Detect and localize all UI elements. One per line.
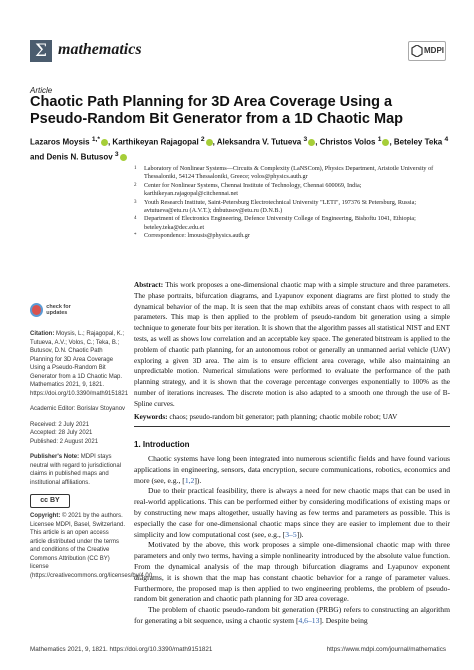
orcid-icon[interactable]: [101, 139, 108, 146]
orcid-icon[interactable]: [382, 139, 389, 146]
abstract-text: This work proposes a one-dimensional chaotic map with a simple structure and three parameters. The phase portraits, bifurcation diagrams, and Lyapunov exponent diagrams are first plotted to study the dynamical behavior of the map. It is seen that the map exhibits areas of constant chaos with respect to all parameters. This map is then applied to the problem of pseudo-random bit generation using a simple technique to generate four bits per iteration. It is shown that the algorithm passes all statistical NIST and ENT tests, as well as shows low correlation and an acceptable key space. The generated bitstream is applied to the problem of chaotic path planning, for an autonomous robot or generally an unmanned aerial vehicle (UAV) exploring a given 3D area. The aim is to ensure efficient area coverage, while also maintaining an unpredictable motion. Numerical simulations were performed to evaluate the performance of the path planning strategy, and it is shown that the coverage percentage converges exponentially to 100% as the number of iterations increases. The discrete motion is also adapted to a smooth one through the use of B-Spline curves.: [134, 281, 450, 408]
affiliation-text: Department of Electronics Engineering, Defence University College of Engineering, Bishoftu 1041, Ethiopia; beteley.teka@dec.edu.et: [144, 215, 416, 231]
section-heading-introduction: 1. Introduction: [134, 440, 190, 449]
author-sup: 4: [444, 136, 449, 143]
affiliation-text: Youth Research Institute, Saint-Petersburg Electrotechnical University "LETI", 197376 St Petersburg, Russia; avtutueva@etu.ru (A.V.T.); dnbutusov@etu.ru (D.N.B.): [144, 198, 417, 215]
author-name[interactable]: Aleksandra V. Tutueva: [216, 137, 302, 147]
author-name[interactable]: Christos Volos: [319, 137, 376, 147]
cc-by-license-icon[interactable]: cc BY: [30, 494, 70, 508]
author-sup: 3: [303, 136, 308, 143]
affiliation-item: [134, 232, 450, 240]
author-sup: 1,*: [91, 136, 100, 143]
citation-link[interactable]: 3–5: [285, 529, 297, 539]
affiliation-number: 2: [134, 182, 137, 188]
citation-link[interactable]: 1,2: [184, 475, 195, 485]
author-name[interactable]: Denis N. Butusov: [46, 152, 113, 162]
affiliation-number: 3: [134, 199, 137, 205]
citation-label: Citation:: [30, 331, 55, 337]
article-type: Article: [30, 86, 53, 95]
publisher-note-label: Publisher's Note:: [30, 454, 80, 460]
author-name[interactable]: Karthikeyan Rajagopal: [112, 137, 199, 147]
affiliation-number: *: [134, 233, 137, 239]
published-date: Published: 2 August 2021: [30, 438, 99, 445]
keywords: [134, 412, 450, 422]
keywords-text: chaos; pseudo-random bit generator; path planning; chaotic mobile robot; UAV: [169, 413, 398, 421]
introduction-body: [134, 454, 450, 627]
abstract-label: Abstract:: [134, 281, 164, 289]
footer-citation[interactable]: Mathematics 2021, 9, 1821. https://doi.org/10.3390/math9151821: [30, 646, 213, 653]
citation-text: Moysis, L.; Rajagopal, K.; Tutueva, A.V.; Volos, C.; Teka, B.; Butusov, D.N. Chaotic Path Planning for 3D Area Coverage Using a Pseudo-Random Bit Generator from a 1D Chaotic Map. Mathematics 2021, 9, 1821. https://doi.org/10.3390/math9151821: [30, 331, 129, 397]
affiliation-number: 4: [134, 216, 137, 222]
accepted-date: Accepted: 28 July 2021: [30, 430, 93, 436]
paragraph: Motivated by the above, this work proposes a simple one-dimensional chaotic map with three parameters and only two terms, having a simple nonlinearity introduced by the absolute value function. From the dynamical analysis of the map through bifurcation diagrams and Lyapunov exponent diagrams, it is shown that the map has constant chaotic behavior for a range of parameter values. Furthermore, the proposed map is then applied to two engineering problems, the problem of pseudo-random bit generation and chaotic path planning for 3D area coverage.: [134, 540, 450, 604]
abstract: [134, 280, 450, 410]
orcid-icon[interactable]: [206, 139, 213, 146]
publisher-note: [30, 453, 126, 487]
affiliation-text: Center for Nonlinear Systems, Chennai Institute of Technology, Chennai 600069, India; karthikeyan.rajagopal@citchennai.net: [144, 181, 362, 198]
affiliations: [134, 165, 450, 241]
affiliation-item: [134, 215, 450, 232]
copyright-text: © 2021 by the authors. Licensee MDPI, Basel, Switzerland. This article is an open access article distributed under the terms and conditions of the Creative Commons Attribution (CC BY) license (https://creativecommons.org/licenses/by/4.0/).: [30, 513, 155, 579]
paragraph: The problem of chaotic pseudo-random bit generation (PRBG) refers to constructing an algorithm for generating a bit sequence, using a chaotic system [4,6–13]. Despite being: [134, 605, 450, 625]
copyright-label: Copyright:: [30, 513, 61, 519]
check-for-updates-button[interactable]: [30, 300, 90, 320]
author-name[interactable]: Beteley Teka: [393, 137, 443, 147]
academic-editor: Academic Editor: Borislav Stoyanov: [30, 406, 126, 412]
copyright-block: [30, 512, 155, 580]
affiliation-item: [134, 199, 450, 216]
journal-name: mathematics: [58, 41, 142, 58]
journal-logo: Σ: [30, 40, 52, 62]
paragraph: Due to their practical feasibility, there is always a need for new chaotic maps that can be used in real-world applications. This can be performed either by considering modifications of existing maps or by constructing new maps altogether, usually having as few terms and parameters as possible. This is especially the case for one-dimensional chaotic maps since they are easier to implement due to their simplicity and low computational cost (see, e.g., [3–5]).: [134, 486, 450, 539]
publisher-note-text: MDPI stays neutral with regard to jurisdictional claims in published maps and institutional affiliations.: [30, 454, 122, 486]
author-sup: 2: [200, 136, 205, 143]
orcid-icon[interactable]: [308, 139, 315, 146]
affiliation-item: [134, 165, 450, 182]
mdpi-logo-text: MDPI: [424, 46, 444, 55]
check-updates-label: check for updates: [46, 304, 71, 316]
affiliation-number: 1: [134, 166, 137, 171]
author-name[interactable]: Lazaros Moysis: [30, 137, 90, 147]
citation-link[interactable]: 4,6–13: [298, 615, 320, 625]
section-divider: [134, 426, 450, 427]
orcid-icon[interactable]: [120, 154, 127, 161]
affiliation-text: Laboratory of Nonlinear Systems—Circuits & Complexity (LaNSCom), Physics Department, Aristotle University of Thessaloniki, 54124 Thessaloniki, Greece; volos@physics.auth.gr: [144, 165, 434, 181]
journal-header: [30, 40, 446, 64]
affiliation-item: [134, 182, 450, 199]
keywords-label: Keywords:: [134, 413, 168, 421]
check-updates-icon: [30, 303, 43, 317]
author-sup: 1: [377, 136, 382, 143]
mdpi-hex-icon: [411, 45, 423, 57]
article-title: Chaotic Path Planning for 3D Area Coverage Using a Pseudo-Random Bit Generator from a 1D Chaotic Map: [30, 94, 404, 127]
paragraph: Chaotic systems have long been integrated into numerous scientific fields and have found various applications in engineering, sensors, data encryption, secure communications, robotics, economics and more (see, e.g., [1,2]).: [134, 454, 450, 485]
footer-journal-link[interactable]: https://www.mdpi.com/journal/mathematics: [326, 646, 446, 653]
citation-block: [30, 330, 129, 398]
author-sup: 3: [114, 150, 119, 158]
mdpi-logo: [408, 41, 446, 61]
received-date: Received: 2 July 2021: [30, 421, 90, 428]
author-list: Lazaros Moysis $^{1,*}$ , Karthikeyan Rajagopal $^2$ , Aleksandra V. Tutueva $^3$ , Christos Volos $^1$ , Beteley Teka $^4$ and Denis N. Butusov $^3$: [30, 136, 449, 162]
affiliation-text: Correspondence: lmousis@physics.auth.gr: [144, 232, 250, 240]
